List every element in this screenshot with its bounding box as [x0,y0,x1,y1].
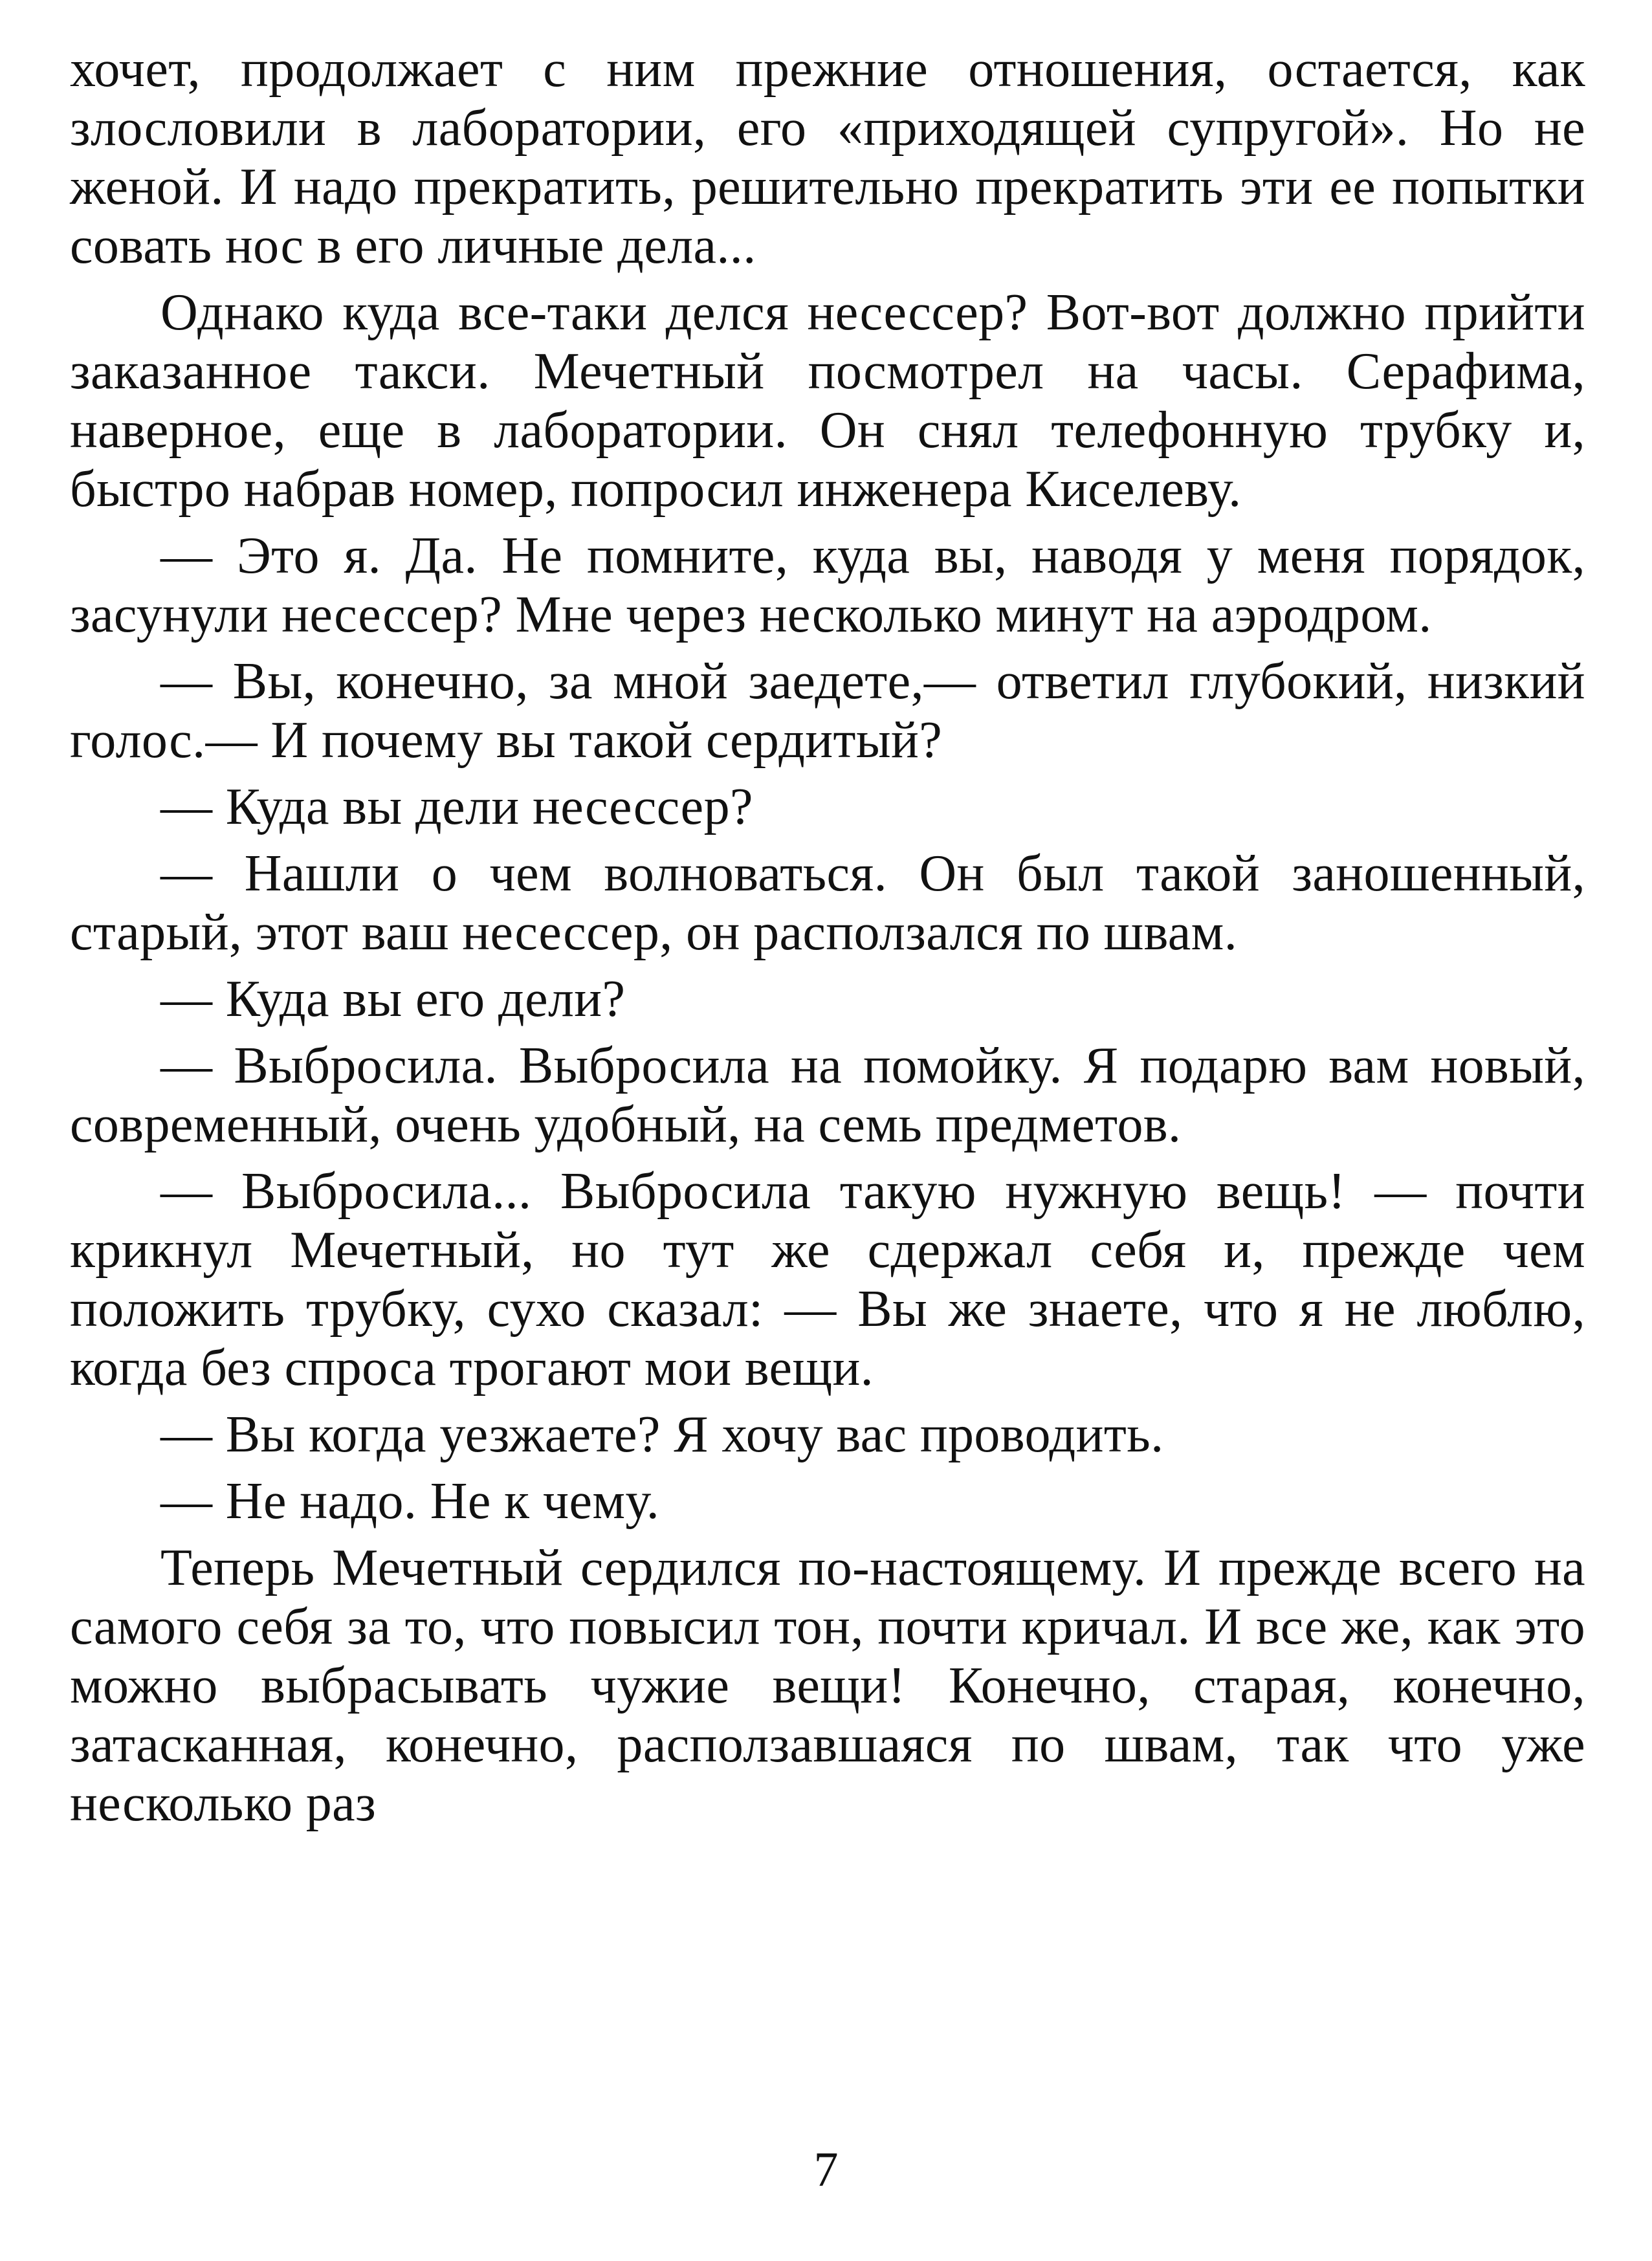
dialogue-line: — Куда вы его дели? [160,971,626,1028]
dialogue-line: — Вы, конечно, за мной заедете,— ответил глубокий, низкий голос.— И почему вы такой сердитый? [70,653,1585,769]
dialogue-line: — Выбросила. Выбросила на помойку. Я подарю вам новый, современный, очень удобный, на семь предметов. [70,1037,1585,1153]
book-page-body [70,40,1585,1841]
dialogue-line: — Не надо. Не к чему. [160,1473,660,1530]
dialogue-line: — Куда вы дели несессер? [160,778,753,835]
dialogue-line: — Вы когда уезжаете? Я хочу вас проводить. [160,1406,1164,1463]
paragraph: хочет, продолжает с ним прежние отношения, остается, как злословили в лаборатории, его «приходящей супругой». Но не женой. И надо прекратить, решительно прекратить эти ее попытки совать нос в его личные дела... [70,41,1585,274]
paragraph: Теперь Мечетный сердился по-настоящему. И прежде всего на самого себя за то, что повысил тон, почти кричал. И все же, как это можно выбрасывать чужие вещи! Конечно, старая, конечно, затасканная, конечно, расползавшаяся по швам, так что уже несколько раз [70,1539,1585,1832]
dialogue-line: — Нашли о чем волноваться. Он был такой заношенный, старый, этот ваш несессер, он расползался по швам. [70,845,1585,961]
paragraph: Однако куда все-таки делся несессер? Вот-вот должно прийти заказанное такси. Мечетный посмотрел на часы. Серафима, наверное, еще в лаборатории. Он снял телефонную трубку и, быстро набрав номер, попросил инженера Киселеву. [70,284,1585,518]
dialogue-line: — Это я. Да. Не помните, куда вы, наводя у меня порядок, засунули несессер? Мне через несколько минут на аэродром. [70,527,1585,643]
page-number: 7 [813,2143,839,2197]
dialogue-line: — Выбросила... Выбросила такую нужную вещь! — почти крикнул Мечетный, но тут же сдержал себя и, прежде чем положить трубку, сухо сказал: — Вы же знаете, что я не люблю, когда без спроса трогают мои вещи. [70,1163,1585,1396]
